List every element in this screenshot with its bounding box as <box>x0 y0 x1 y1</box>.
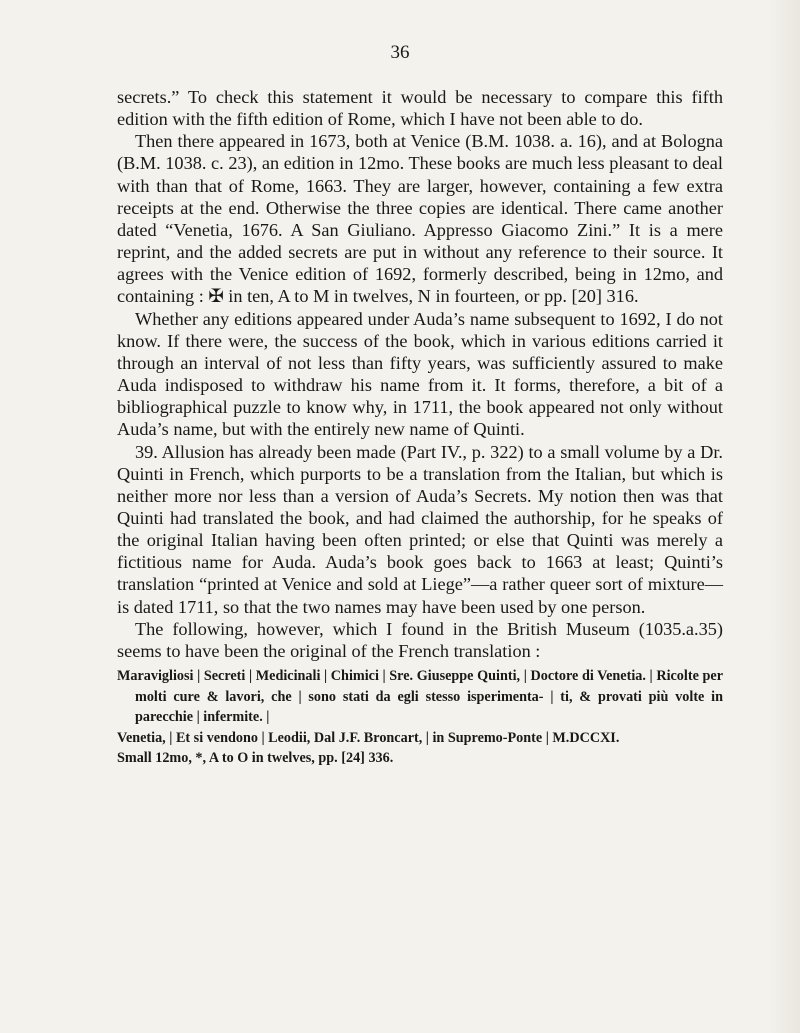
citation-imprint: Venetia, | Et si vendono | Leodii, Dal J.F. Broncart, | in Supremo-Ponte | M.DCCXI. <box>117 729 620 746</box>
paragraph-2: Then there appeared in 1673, both at Venice (B.M. 1038. a. 16), and at Bologna (B.M. 1038. c. 23), an edition in 12mo. These books are much less pleasant to deal with than that of Rome, 1663. They are larger, however, containing a few extra receipts at the end. Otherwise the three copies are identical. There came another dated “Venetia, 1676. A San Giuliano. Appresso Giacomo Zini.” It is a mere reprint, and the added secrets are put in without any reference to their source. It agrees with the Venice edition of 1692, formerly described, being in 12mo, and containing : ✠ in ten, A to M in twelves, N in fourteen, or pp. [20] 316. <box>117 131 723 307</box>
page-number: 36 <box>390 42 410 63</box>
bibliographic-citation <box>117 666 723 769</box>
paragraph-3: Whether any editions appeared under Auda’s name subsequent to 1692, I do not know. If there were, the success of the book, which in various editions carried it through an interval of not less than fifty years, was sufficiently assured to make Auda indisposed to withdraw his name from it. It forms, therefore, a bit of a bibliographical puzzle to know why, in 1711, the book appeared not only without Auda’s name, but with the entirely new name of Quinti. <box>117 308 723 440</box>
citation-collation: Small 12mo, *, A to O in twelves, pp. [24] 336. <box>117 750 394 767</box>
paragraph-5: The following, however, which I found in the British Museum (1035.a.35) seems to have been the original of the French translation : <box>117 618 723 661</box>
citation-title: Maravigliosi | Secreti | Medicinali | Chimici | Sre. Giuseppe Quinti, | Doctore di Venetia. | Ricolte per molti cure & lavori, che | sono stati da egli stesso isperimenta- | ti, & provati più volte in parecchie | infermite. | <box>117 668 723 726</box>
body-text <box>117 86 723 769</box>
paragraph-1: secrets.” To check this statement it would be necessary to compare this fifth edition with the fifth edition of Rome, which I have not been able to do. <box>117 87 723 130</box>
paragraph-4: 39. Allusion has already been made (Part IV., p. 322) to a small volume by a Dr. Quinti in French, which purports to be a translation from the Italian, but which is neither more nor less than a version of Auda’s Secrets. My notion then was that Quinti had translated the book, and had claimed the authorship, for he speaks of the original Italian having been often printed; or else that Quinti was merely a fictitious name for Auda. Auda’s book goes back to 1663 at least; Quinti’s translation “printed at Venice and sold at Liege”—a rather queer sort of mixture—is dated 1711, so that the two names may have been used by one person. <box>117 441 723 617</box>
